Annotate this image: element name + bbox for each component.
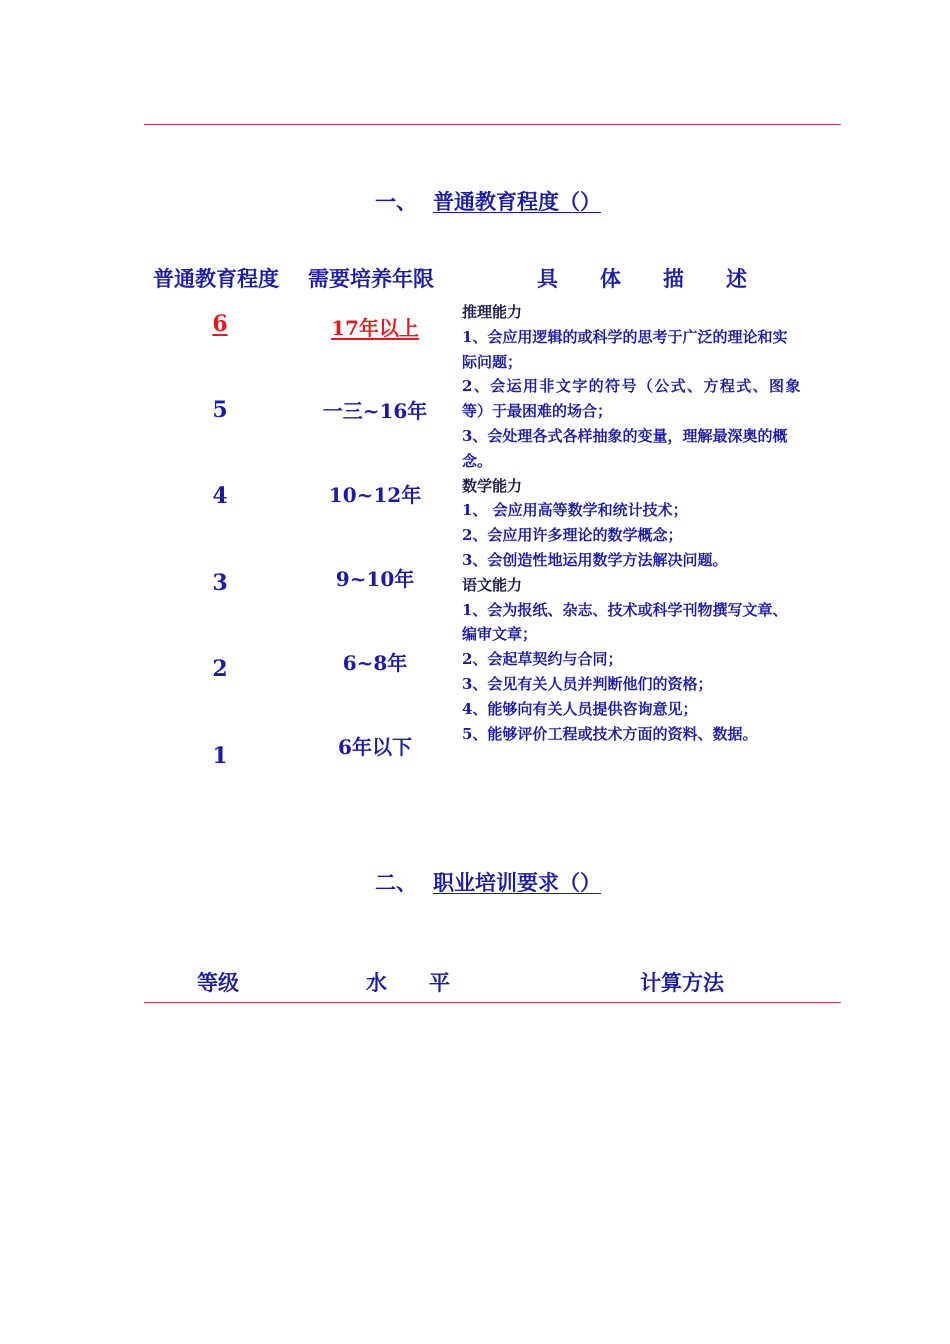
level-cell: 1 (212, 743, 228, 769)
category-math: 数学能力 (462, 476, 523, 495)
section2-title: 职业培训要求（） (433, 870, 601, 895)
category-language: 语文能力 (462, 575, 523, 594)
description-line: 等）于最困难的场合； (462, 402, 613, 421)
years-cell: 10~12年 (328, 483, 422, 507)
section1-heading (375, 186, 601, 216)
years-cell (300, 312, 450, 341)
level-cell: 3 (212, 570, 228, 596)
header-calculation-method: 计算方法 (640, 970, 724, 995)
description-line: 3、会创造性地运用数学方法解决问题。 (462, 550, 728, 569)
years-cell: 6年以下 (338, 735, 412, 759)
category-reasoning: 推理能力 (462, 303, 523, 321)
section1-number: 一、 (375, 189, 417, 214)
section2-number: 二、 (375, 870, 417, 895)
description-line: 3、会处理各式各样抽象的变量，理解最深奥的概 (462, 426, 788, 445)
description-line: 1、会应用逻辑的或科学的思考于广泛的理论和实 (462, 327, 788, 346)
description-line: 5、能够评价工程或技术方面的资料、数据。 (462, 724, 758, 743)
description-line: 编审文章； (462, 625, 538, 644)
description-line: 1、会为报纸、杂志、技术或科学刊物撰写文章、 (462, 600, 788, 619)
years-cell: 9~10年 (335, 567, 415, 591)
header-training-years: 需要培养年限 (308, 266, 434, 291)
header-education-level: 普通教育程度 (153, 266, 279, 291)
description-line: 2、会起草契约与合同； (462, 650, 623, 669)
years-cell: 一三~16年 (322, 399, 428, 423)
level-cell: 4 (212, 483, 228, 509)
header-description: 具 体 描 述 (537, 266, 747, 291)
description-line: 1、 会应用高等数学和统计技术； (462, 501, 688, 520)
description-line: 2、会运用非文字的符号（公式、方程式、图象 (462, 377, 802, 396)
section1-title: 普通教育程度（） (433, 189, 601, 214)
description-line: 际问题； (462, 352, 523, 371)
level-cell: 6 (212, 311, 228, 337)
description-line: 2、会应用许多理论的数学概念； (462, 526, 683, 545)
header-grade: 等级 (197, 970, 239, 995)
description-block (462, 300, 842, 746)
years-cell: 6~8年 (342, 651, 408, 675)
level-cell: 5 (212, 397, 228, 423)
level-cell: 2 (212, 656, 228, 682)
header-skill-level: 水 平 (366, 970, 450, 995)
section2-heading (375, 867, 601, 897)
years-value: 17年以上 (331, 316, 419, 340)
bottom-rule (144, 1002, 841, 1003)
top-rule (144, 124, 841, 125)
description-line: 念。 (462, 451, 493, 470)
description-line: 3、会见有关人员并判断他们的资格； (462, 674, 713, 693)
description-line: 4、能够向有关人员提供咨询意见； (462, 699, 698, 718)
